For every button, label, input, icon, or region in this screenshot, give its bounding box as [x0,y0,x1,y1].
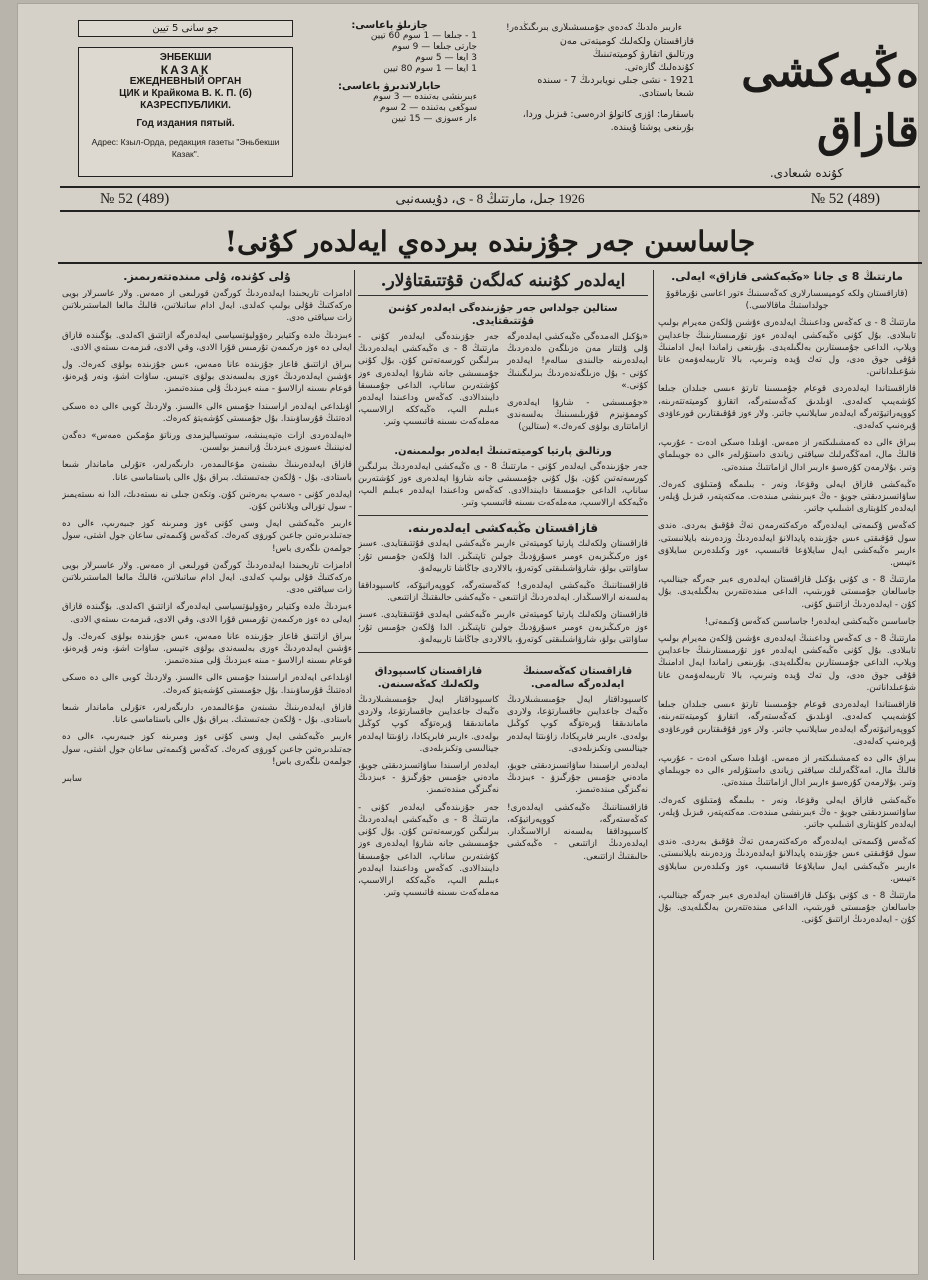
box-line: Год издания пятый. [136,118,235,129]
article-title: ۇلى كۇندە، ۇلى مىندەتتەرىمىز. [123,270,291,283]
paragraph: ءاربىر ەڭبەكشى ايەل وسى كۇنى ءوز ومىرىنە كوز جىبەرىپ، ءالى دە جەتىلدىرەتىن جاعىن كورۋى كەرەك. كەڭەس ۇكىمەتى ساعان جول اشتى، سول جولمەن ىلگەرى باس! [62,519,352,554]
paragraph: كاسىپوداقتار ايەل جۇمىسشىلاردىڭ ەڭبەك جاعدايىن جاقسارتۋعا، ولاردى ماماندىققا ۇيرەتۋگە كوپ كوڭىل بولەدى. ءاربىر فابريكادا، زاۋىتتا ايەلدەر جينالىسى وتكىزىلەدى. [507,695,648,754]
subscription-prices [302,20,477,180]
paragraph: ءبىزدىڭ ەلدە وكتيابر رەۆوليۋتسياسى ايەلدەرگە ازاتتىق اكەلدى. بۇگىندە قازاق ايەلى دە ءوز ەركىمەن تۇرمىس قۇرا الادى، وقي الادى، قىزمەت ىستەي الادى. [62,330,352,353]
publisher-info [494,22,694,134]
paragraph: جەر جۇزىندەگى ايەلدەر كۇنى - مارتتىڭ 8 - ى ەڭبەكشى ايەلدەردىڭ بىرلىگىن كورسەتەتىن كۇن. بۇل كۇنى جۇمىسشى جانە شارۋا ايەلدەرى ءوز كۇشتەرىن ساناپ، الداعى جۇمىسقا دايىندالادى. كەڭەس وداعىندا ايەلدەر ءبىلىم الىپ، ەڭبەككە ارالاسىپ، مەملەكەت ىسىنە قاتىسىپ وتىر. [358,332,499,428]
issue-number-right: № 52 (489) [810,191,880,207]
box-line: ЕЖЕДНЕВНЫЙ ОРГАН [129,76,242,87]
logo-subtitle: كۇندە شىعادى. [769,166,844,180]
paragraph: «بۇكىل الەمدەگى ەڭبەكشى ايەلدەرگە ۇلى ۇلتتار مەن ەزىلگەن ەلدەردىڭ ايەلدەرىنە جالىندى سالەم! ايەلدەر كۇنى - بۇل ەزىلگەندەردىڭ بىرلىگىنىڭ كۇنى.» [507,332,648,391]
ad-line: ءبىرىنشى بەتىندە — 3 سوم [373,92,477,102]
box-line: КАЗРЕСПУБЛИКИ. [140,100,231,111]
paragraph: ايەلدەر اراسىندا ساۋاتسىزدىقتى جويۋ، مادەني جۇمىس جۇرگىزۋ - ءبىزدىڭ نەگىزگى مىندەتىمىز. [358,761,499,796]
paragraph: جاساسىن ەڭبەكشى ايەلدەر! جاساسىن كەڭەس ۇكىمەتى! [704,616,916,627]
price-line: 1 ايعا — 1 سوم 80 تيين [383,64,477,74]
ad-line: سوڭعى بەتىندە — 2 سوم [380,103,477,113]
top-slogan: ءاربىر ەلدىڭ كەدەي جۇمىسشىلارى بىرىگىڭدەر! [506,23,682,33]
paragraph: مارتتىڭ 8 - ى كەڭەس وداعىنىڭ ايەلدەرى ءۇشىن ۇلكەن مەيرام بولىپ تابىلادى. بۇل كۇنى ەڭبەكشى ايەلدەر ءوز تۇرمىستارىنىڭ جاعدايىن ويلاپ، الداعى جۇمىستارىن بەلگىلەيدى. بۇرىنعى زاماندا ايەل ادامنىڭ قۇقى جوق ەدى، ول تەك ۇيدە وتىرىپ، بالا تاربيەلەۋمەن عانا شۇعىلداناتىن. [658,634,916,693]
issue-number-left: № 52 (489) [100,191,170,207]
publisher-line: شىعا باستادى. [638,88,694,99]
paragraph: مارتتىڭ 8 - ى كۇنى بۇكىل قازاقستان ايەلدەرى ءبىر جەرگە جينالىپ، جاسالعان جۇمىستى قورىتىپ، الداعى مىندەتتەرىن بەلگىلەيدى. بۇل كۇن - ايەلدەردىڭ ازاتتىق كۇنى. [658,890,916,926]
box-line: Адрес: Кзыл-Орда, редакция газеты "Эньбекши Казак". [91,137,280,159]
paragraph: جەر جۇزىندەگى ايەلدەر كۇنى - مارتتىڭ 8 - ى ەڭبەكشى ايەلدەردىڭ بىرلىگىن كورسەتەتىن كۇن. بۇل كۇنى جۇمىسشى جانە شارۋا ايەلدەرى ءوز كۇشتەرىن ساناپ، الداعى جۇمىسقا دايىندالادى. كەڭەس وداعىندا ايەلدەر ءبىلىم الىپ، ەڭبەككە ارالاسىپ، مەملەكەت ىسىنە قاتىسىپ وتىر. [358,461,648,509]
paragraph: ادامزات تاريحىندا ايەلدەردىڭ كورگەن قورلىعى از ەمەس. ولار عاسىرلار بويى ەركەكتىڭ قۇلى بولىپ كەلدى. ايەل ادام ساتىلاتىن، قالىڭ مالعا الماستىرىلاتىن زات سياقتى ەدى. [62,560,352,596]
russian-info-box [78,20,293,188]
publisher-line: 1921 - نشى جىلى نويابردىڭ 7 - سىندە [537,75,694,86]
paragraph: قازاق ايەلدەرىنىڭ ىشىنەن مۇعالىمدەر، دارىگەرلەر، ءتۇرلى ماماندار شىعا باستادى. بۇل - ۇلكەن جەتىستىك. بىراق بۇل ءالى باستاماسى عانا. [62,460,352,483]
masthead [54,14,924,182]
paragraph: مارتتىڭ 8 - ى كۇنى بۇكىل قازاقستان ايەلدەرى ءبىر جەرگە جينالىپ، جاسالعان جۇمىستى قورىتىپ، الداعى مىندەتتەرىن بەلگىلەيدى. بۇل كۇن - ايەلدەردىڭ ازاتتىق كۇنى. [658,575,916,610]
address-line: باسقارما: اۋزى كاتولۋ ادرەسى: قىزىل وردا، بۇرىنعى پوشتا ۇيىندە. [522,109,694,133]
article-column-right [658,270,916,1270]
paragraph: كەڭەس ۇكىمەتى ايەلدەرگە ەركەكتەرمەن تەڭ قۇقىق بەردى. ەندى سول قۇقىقتى ءىس جۇزىندە پايدالانۋ ايەلدەردىڭ وزدەرىنە بايلانىستى. ءاربىر ەڭبەكشى ايەل سايلاۋعا قاتىسىپ، ءوز وكىلدەرىن سايلاۋى ءتيىس. [658,837,916,884]
main-headline: جاساسىن جەر جۇزىندە بىردەي ايەلدەر كۇنى! [58,222,922,264]
price-line: 3 ايعا — 5 سوم [415,53,477,63]
article-subtitle: قازاقستان كەڭەسىنىڭ ايەلدەرگە سالەمى. [522,666,633,691]
article-subtitle: ورتالىق پارتيا كوميتەتىنىڭ ايەلدەر بولىمىنەن. [394,445,612,457]
box-line: ЦИК и Крайкома В. К. П. (б) [119,88,252,99]
article-title: مارتتىڭ 8 ى جانا «ەڭبەكشى قازاق» ايەلى. [671,270,903,283]
paragraph: ايەلدەر كۇنى - ەسەپ بەرەتىن كۇن. وتكەن جىلى نە ىستەدىك، الدا نە ىستەيمىز - سول تۋرالى ويلاناتىن كۇن. [62,489,352,513]
paragraph: قازاقستاننىڭ ەڭبەكشى ايەلدەرى! كەڭەستەرگە، كووپەراتيۆكە، كاسىپوداققا بەلسەنە ارالاسىڭدار. ايەلدەردىڭ ازاتتىعى - ەڭبەكشى حالىقتىڭ ازاتتىعى. [358,581,648,604]
issue-bar [60,186,920,212]
paragraph: قازاق ايەلدەرىنىڭ ىشىنەن مۇعالىمدەر، دارىگەرلەر، ءتۇرلى ماماندار شىعا باستادى. بۇل - ۇلكەن جەتىستىك. بىراق بۇل ءالى باستاماسى عانا. [62,702,352,726]
publisher-line: قازاقستان ولكەلىك كوميتەتى مەن [559,36,694,47]
paragraph: قازاقستان ولكەلىك پارتيا كوميتەتى ءاربىر ەڭبەكشى ايەلدى قۇتتىقتايدى. ءسىز ءوز ەركىڭىزبەن ءومىر ءسۇرۋدىڭ جولىن تاپتىڭىز. الدا ۇلكەن جۇمىس تۇر: ساۋاتتى بولۋ، شارۋاشىلىقتى كوتەرۋ، بالالاردى جاڭاشا تاربيەلەۋ. [358,539,648,574]
article-subtitle: (قازاقستان ولكە كوميسسارلارى كەڭەسىنىڭ ءتور اعاسى نۇرماقوۆ جولداستىڭ ماقالاسى.) [666,289,908,312]
article-column-middle [358,270,648,1270]
paragraph: قازاقستاندا ايەلدەردى قوعام جۇمىسىنا تارتۋ ءىسى جىلدان جىلعا كۇشەيىپ كەلەدى. اۋىلدىق كەڭەستەرگە، اتقارۋ كوميتەتتەرىنە، كووپەراتيۆتەرگە ايەلدەر سايلانىپ جاتىر. ولار ءوز قۇقىقتارىن قورعاۋدى ۇيرەنىپ كەلەدى. [658,700,916,747]
paragraph: «ايەلدەردى ازات ەتپەيىنشە، سوتسياليزمدى ورناتۋ مۇمكىن ەمەس» دەگەن لەنيننىڭ ءسوزى ءبىزدىڭ ۇرانىمىز بولسىن. [62,431,352,454]
price-line: 1 - جىلعا — 1 سوم 60 تيين [370,31,477,41]
paragraph: بىراق ازاتتىق قاعاز جۇزىندە عانا ەمەس، ءىس جۇزىندە بولۋى كەرەك. ول ءۇشىن ايەلدەردىڭ ءوزى بەلسەندى بولۋى ءتيىس. ساۋات اشۋ، ونەر ۇيرەنۋ، قوعام ىسىنە ارالاسۋ - مىنە ءبىزدىڭ ۇلى مىندەتىمىز. [62,360,352,395]
ad-title: حابارلاندىرۋ باعاسى: [338,81,441,92]
paragraph: ايەلدەر اراسىندا ساۋاتسىزدىقتى جويۋ، مادەني جۇمىس جۇرگىزۋ - ءبىزدىڭ نەگىزگى مىندەتىمىز. [507,761,648,796]
issue-date: 1926 جىل، مارتتىڭ 8 - ى، دۇيسەنبى [395,191,585,206]
paragraph: ءبىزدىڭ ەلدە وكتيابر رەۆوليۋتسياسى ايەلدەرگە ازاتتىق اكەلدى. بۇگىندە قازاق ايەلى دە ءوز ەركىمەن تۇرمىس قۇرا الادى، وقي الادى، قىزمەت ىستەي الادى. [62,602,352,625]
paragraph: قازاقستاننىڭ ەڭبەكشى ايەلدەرى! كەڭەستەرگە، كووپەراتيۆكە، كاسىپوداققا بەلسەنە ارالاسىڭدار. ايەلدەردىڭ ازاتتىعى - ەڭبەكشى حالىقتىڭ ازاتتىعى. [507,802,648,862]
paragraph: جەر جۇزىندەگى ايەلدەر كۇنى - مارتتىڭ 8 - ى ەڭبەكشى ايەلدەردىڭ بىرلىگىن كورسەتەتىن كۇن. بۇل كۇنى جۇمىسشى جانە شارۋا ايەلدەرى ءوز كۇشتەرىن ساناپ، الداعى جۇمىسقا دايىندالادى. كەڭەس وداعىندا ايەلدەر ءبىلىم الىپ، ەڭبەككە ارالاسىپ، مەملەكەت ىسىنە قاتىسىپ وتىر. [358,802,499,899]
article-subtitle: ستالين جولداس جەر جۇزىندەگى ايەلدەر كۇنىن قۇتتىقتايدى. [388,303,618,327]
article-title: قازاقستان ەڭبەكشى ايەلدەرىنە. [407,521,599,536]
paragraph: مارتتىڭ 8 - ى كەڭەس وداعىنىڭ ايەلدەرى ءۇشىن ۇلكەن مەيرام بولىپ تابىلادى. بۇل كۇنى ەڭبەكشى ايەلدەر ءوز تۇرمىستارىنىڭ جاعدايىن ويلاپ، الداعى جۇمىستارىن بەلگىلەيدى. بۇرىنعى زاماندا ايەل ادامنىڭ قۇقى جوق ەدى، ول تەك ۇيدە وتىرىپ، بالا تاربيەلەۋمەن عانا شۇعىلداناتىن. [658,318,916,378]
prices-title: جازىلۋ باعاسى: [351,20,428,31]
paragraph: قازاقستاندا ايەلدەردى قوعام جۇمىسىنا تارتۋ ءىسى جىلدان جىلعا كۇشەيىپ كەلەدى. اۋىلدىق كەڭەستەرگە، اتقارۋ كوميتەتتەرىنە، كووپەراتيۆتەرگە ايەلدەر سايلانىپ جاتىر. ولار ءوز قۇقىقتارىن قورعاۋدى ۇيرەنىپ كەلەدى. [658,384,916,432]
author-signature: سابىر [62,773,83,784]
box-line: ЭНБЕКШИ [159,52,212,63]
section-headline: ايەلدەر كۇنىنە كەلگەن قۇتتىقتاۋلار. [358,270,648,296]
article-column-left [62,270,352,1270]
paragraph: ەڭبەكشى قازاق ايەلى وقۋعا، ونەر - بىلىمگە ۇمتىلۋى كەرەك. ساۋاتسىزدىقتى جويۋ - ەڭ ءبىرىنشى مىندەت. مەكتەپتەر، قىزىل ۇيلەر، ايەلدەر كلۋبتارى اشىلىپ جاتىر. [658,795,916,830]
column-divider [354,270,355,1260]
publisher-line: ورتالىق اتقارۋ كوميتەتىنىڭ [592,49,694,60]
russian-title-box [78,47,293,177]
paragraph: بىراق ءالى دە كەمشىلىكتەر از ەمەس. اۋىلدا ەسكى ادەت - عۇرىپ، قالىڭ مال، امەڭگەرلىك سياقتى زياندى داستۇرلەر ءالى دە جويىلماي وتىر. بۇلارمەن كۇرەسۋ ءاربىر ادال ازاماتتىڭ مىندەتى. [658,753,916,789]
paragraph: كاسىپوداقتار ايەل جۇمىسشىلاردىڭ ەڭبەك جاعدايىن جاقسارتۋعا، ولاردى ماماندىققا ۇيرەتۋگە كوپ كوڭىل بولەدى. ءاربىر فابريكادا، زاۋىتتا ايەلدەر جينالىسى وتكىزىلەدى. [358,695,499,754]
paragraph: بىراق ءالى دە كەمشىلىكتەر از ەمەس. اۋىلدا ەسكى ادەت - عۇرىپ، قالىڭ مال، امەڭگەرلىك سياقتى زياندى داستۇرلەر ءالى دە جويىلماي وتىر. بۇلارمەن كۇرەسۋ ءاربىر ادال ازاماتتىڭ مىندەتى. [658,438,916,473]
newspaper-page [18,4,918,1274]
box-line: КАЗАК [160,63,211,77]
price-tag: جو سانی 5 تیین [78,20,293,37]
paragraph: ءاربىر ەڭبەكشى ايەل وسى كۇنى ءوز ومىرىنە كوز جىبەرىپ، ءالى دە جەتىلدىرەتىن جاعىن كورۋى كەرەك. كەڭەس ۇكىمەتى ساعان جول اشتى، سول جولمەن ىلگەرى باس! [62,732,352,767]
publisher-line: كۇندەلىك گازەتى. [624,62,694,73]
ad-line: ءار ءسوزى — 15 تيين [391,114,477,124]
paragraph: بىراق ازاتتىق قاعاز جۇزىندە عانا ەمەس، ءىس جۇزىندە بولۋى كەرەك. ول ءۇشىن ايەلدەردىڭ ءوزى بەلسەندى بولۋى ءتيىس. ساۋات اشۋ، ونەر ۇيرەنۋ، قوعام ىسىنە ارالاسۋ - مىنە ءبىزدىڭ ۇلى مىندەتىمىز. [62,631,352,667]
article-subtitle: قازاقستان كاسىپوداق ولكەلىك كەڭەسىنەن. [374,666,483,691]
logo-title: ەڭبەكشى قازاق [741,46,919,157]
paragraph: «جۇمىسشى - شارۋا ايەلدەرى كوممۋنيزم قۇرىلىسىنىڭ بەلسەندى ازاماتتارى بولۋى كەرەك.» (ستالين) [507,398,648,433]
paragraph: كەڭەس ۇكىمەتى ايەلدەرگە ەركەكتەرمەن تەڭ قۇقىق بەردى. ەندى سول قۇقىقتى ءىس جۇزىندە پايدالانۋ ايەلدەردىڭ وزدەرىنە بايلانىستى. ءاربىر ەڭبەكشى ايەل سايلاۋعا قاتىسىپ، ءوز وكىلدەرىن سايلاۋى ءتيىس. [658,521,916,569]
paragraph: اۋىلداعى ايەلدەر اراسىندا جۇمىس ءالى ءالسىز. ولاردىڭ كوبى ءالى دە ەسكى ادەتتىڭ قۇرساۋىندا. بۇل جۇمىستى كۇشەيتۋ كەرەك. [62,673,352,696]
paragraph: اۋىلداعى ايەلدەر اراسىندا جۇمىس ءالى ءالسىز. ولاردىڭ كوبى ءالى دە ەسكى ادەتتىڭ قۇرساۋىندا. بۇل جۇمىستى كۇشەيتۋ كەرەك. [62,401,352,424]
newspaper-logo [694,42,919,180]
column-divider [653,270,654,1260]
price-line: جارتى جىلعا — 9 سوم [392,42,477,52]
paragraph: ادامزات تاريحىندا ايەلدەردىڭ كورگەن قورلىعى از ەمەس. ولار عاسىرلار بويى ەركەكتىڭ قۇلى بولىپ كەلدى. ايەل ادام ساتىلاتىن، قالىڭ مالعا الماستىرىلاتىن زات سياقتى ەدى. [62,289,352,324]
paragraph: قازاقستان ولكەلىك پارتيا كوميتەتى ءاربىر ەڭبەكشى ايەلدى قۇتتىقتايدى. ءسىز ءوز ەركىڭىزبەن ءومىر ءسۇرۋدىڭ جولىن تاپتىڭىز. الدا ۇلكەن جۇمىس تۇر: ساۋاتتى بولۋ، شارۋاشىلىقتى كوتەرۋ، بالالاردى جاڭاشا تاربيەلەۋ. [358,610,648,645]
paragraph: ەڭبەكشى قازاق ايەلى وقۋعا، ونەر - بىلىمگە ۇمتىلۋى كەرەك. ساۋاتسىزدىقتى جويۋ - ەڭ ءبىرىنشى مىندەت. مەكتەپتەر، قىزىل ۇيلەر، ايەلدەر كلۋبتارى اشىلىپ جاتىر. [658,479,916,515]
